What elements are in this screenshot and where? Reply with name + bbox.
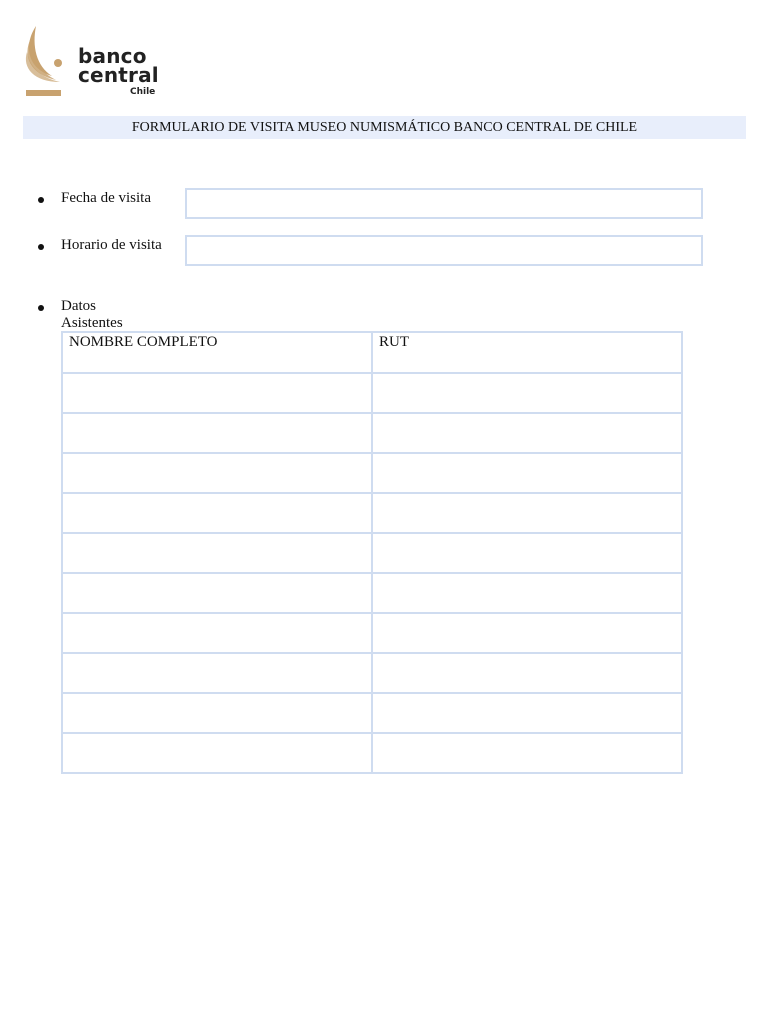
nombre-cell [62,613,372,653]
table-row [62,693,682,733]
form-title-bar [23,116,746,139]
nombre-input[interactable] [63,694,371,732]
column-header-rut: RUT [372,332,682,373]
rut-input[interactable] [373,694,681,732]
rut-cell [372,373,682,413]
banco-central-logo [22,24,162,100]
rut-cell [372,693,682,733]
table-row [62,653,682,693]
rut-cell [372,533,682,573]
rut-input[interactable] [373,574,681,612]
column-header-nombre: NOMBRE COMPLETO [62,332,372,373]
rut-cell [372,613,682,653]
nombre-input[interactable] [63,374,371,412]
table-header-row [62,332,682,373]
rut-cell [372,733,682,773]
nombre-cell [62,573,372,613]
fecha-visita-label: Fecha de visita [61,190,151,206]
nombre-input[interactable] [63,454,371,492]
rut-input[interactable] [373,654,681,692]
nombre-cell [62,533,372,573]
rut-input[interactable] [373,454,681,492]
bullet-icon [38,244,44,250]
logo-text-central: central [78,63,159,87]
nombre-input[interactable] [63,534,371,572]
table-row [62,573,682,613]
bullet-icon [38,305,44,311]
table-row [62,373,682,413]
nombre-input[interactable] [63,574,371,612]
rut-cell [372,413,682,453]
nombre-cell [62,453,372,493]
rut-input[interactable] [373,414,681,452]
nombre-cell [62,413,372,453]
nombre-input[interactable] [63,614,371,652]
nombre-input[interactable] [63,494,371,532]
rut-cell [372,573,682,613]
rut-input[interactable] [373,534,681,572]
horario-visita-label: Horario de visita [61,237,162,253]
table-row [62,533,682,573]
horario-visita-row [36,235,704,267]
rut-input[interactable] [373,374,681,412]
nombre-input[interactable] [63,414,371,452]
datos-asistentes-label: Datos Asistentes [61,298,123,331]
nombre-input[interactable] [63,734,371,772]
logo-text-banco: banco [78,44,147,68]
nombre-cell [62,693,372,733]
bullet-icon [38,197,44,203]
rut-input[interactable] [373,494,681,532]
table-row [62,613,682,653]
horario-visita-input[interactable] [185,235,703,266]
attendees-table [61,331,683,774]
fecha-visita-row [36,188,704,220]
rut-input[interactable] [373,734,681,772]
rut-input[interactable] [373,614,681,652]
rut-cell [372,653,682,693]
nombre-cell [62,653,372,693]
logo-text-chile: Chile [130,87,156,97]
fecha-visita-input[interactable] [185,188,703,219]
table-row [62,733,682,773]
nombre-cell [62,373,372,413]
table-row [62,453,682,493]
nombre-cell [62,733,372,773]
table-row [62,413,682,453]
nombre-input[interactable] [63,654,371,692]
form-title: FORMULARIO DE VISITA MUSEO NUMISMÁTICO BANCO CENTRAL DE CHILE [131,119,638,135]
nombre-cell [62,493,372,533]
table-row [62,493,682,533]
logo-wing-icon [22,24,82,100]
rut-cell [372,453,682,493]
rut-cell [372,493,682,533]
